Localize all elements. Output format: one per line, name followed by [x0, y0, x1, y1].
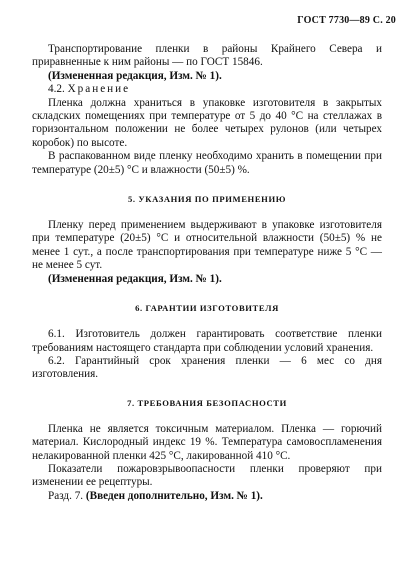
section-7-title: 7. ТРЕБОВАНИЯ БЕЗОПАСНОСТИ — [127, 397, 287, 408]
section-6-title: 6. ГАРАНТИИ ИЗГОТОВИТЕЛЯ — [135, 303, 279, 314]
clause-number: 4.2. — [48, 83, 65, 96]
document-body — [32, 43, 382, 503]
page-header: ГОСТ 7730—89 С. 20 — [297, 15, 396, 26]
amendment-note: (Измененная редакция, Изм. № 1). — [48, 272, 222, 285]
paragraph-transport: Транспортирование пленки в районы Крайнего Севера и приравненные к ним районы — по ГОСТ 15846. — [32, 43, 382, 69]
section-5-title: 5. УКАЗАНИЯ ПО ПРИМЕНЕНИЮ — [127, 194, 287, 205]
paragraph-usage: Пленку перед применением выдерживают в упаковке изготовителя при температуре (20±5) °С и относительной влажности (50±5) % не менее 1 сут., а после транспортирования при температуре ниже 5 °С — не менее 5 сут. — [32, 219, 382, 272]
paragraph-section-note — [32, 490, 382, 503]
paragraph-safety: Пленка не является токсичным материалом. Пленка — горючий материал. Кислородный индекс 19 %. Температура самовоспламенения нелакированной пленки 425 °С, лакированной 410 °С. — [32, 422, 382, 462]
paragraph-6-2: 6.2. Гарантийный срок хранения пленки — 6 мес со дня изготовления. — [32, 354, 382, 381]
amendment-note: (Введен дополнительно, Изм. № 1). — [85, 489, 263, 502]
section-ref: Разд. 7. — [48, 489, 84, 502]
paragraph-fire-hazard: Показатели пожаровзрывоопасности пленки проверяют при изменении ее рецептуры. — [32, 462, 382, 489]
amendment-note: (Измененная редакция, Изм. № 1). — [48, 69, 222, 82]
clause-4-2-heading — [32, 83, 382, 96]
clause-title: Хранение — [67, 83, 131, 96]
paragraph-6-1: 6.1. Изготовитель должен гарантировать соответствие пленки требованиям настоящего стандарта при соблюдении условий хранения. — [32, 328, 382, 354]
paragraph-storage: Пленка должна храниться в упаковке изготовителя в закрытых складских помещениях при температуре от 5 до 40 °С на стеллажах в горизонтальном положении не более четырех рулонов (или четырех коробок) по высоте. — [32, 96, 382, 149]
paragraph-unpacked-storage: В распакованном виде пленку необходимо хранить в помещении при температуре (20±5) °С и влажности (50±5) %. — [32, 150, 382, 176]
